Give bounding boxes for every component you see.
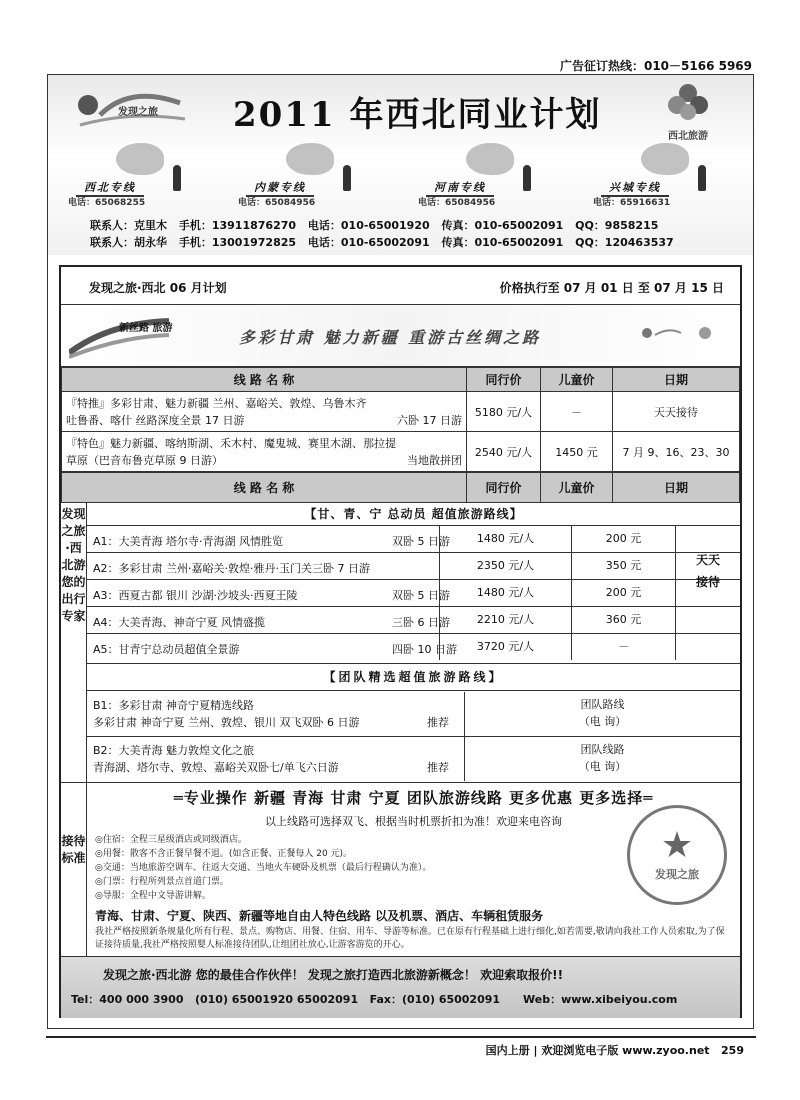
col-price: 同行价 — [467, 368, 541, 392]
daily-departure: 天天接待 — [695, 553, 720, 589]
ad-hotline: 广告征订热线：010－5166 5969 — [559, 59, 752, 73]
table-row — [87, 553, 740, 580]
table-row — [87, 580, 740, 607]
contact-qq: QQ：120463537 — [575, 236, 674, 249]
footer-tagline: 发现之旅·西北游 您的最佳合作伙伴！ 发现之旅打造西北旅游新概念！ 欢迎索取报价!! — [103, 968, 564, 982]
col-route-name: 线 路 名 称 — [62, 368, 467, 392]
route-price: 5180 元/人 — [467, 392, 541, 432]
route-date: 天天接待 — [613, 392, 740, 432]
table-row — [87, 692, 740, 737]
table-row — [62, 432, 740, 472]
map-icon — [641, 143, 689, 175]
page-footer-text: 国内上册 | 欢迎浏览电子版 www.zyoo.net 259 — [485, 1044, 744, 1057]
page-frame — [47, 74, 754, 1029]
contact-name: 联系人：克里木 — [90, 219, 167, 232]
standard-item: ◎住宿：全程三星级酒店或同级酒店。 — [95, 835, 247, 845]
map-icon — [116, 143, 164, 175]
table-row — [87, 737, 740, 782]
package-duration: 四卧 10 日游 — [392, 643, 457, 656]
banner-brand: 新丝路 旅游 — [119, 323, 173, 334]
route-name: 河南专线 — [426, 179, 494, 197]
plan-title: 发现之旅·西北 06 月计划 — [89, 281, 227, 295]
col-route-name: 线 路 名 称 — [62, 473, 467, 503]
route-tel: 电话：65084956 — [418, 198, 496, 208]
service-heading: 青海、甘肃、宁夏、陕西、新疆等地自由人特色线路 以及机票、酒店、车辆租赁服务 — [95, 909, 544, 923]
map-icon — [466, 143, 514, 175]
plan-header — [61, 267, 740, 305]
contact-fax: 传真：010-65002091 — [441, 236, 564, 249]
page-title: 2011 年西北同业计划 — [233, 95, 602, 135]
col-child-price: 儿童价 — [541, 368, 613, 392]
plan-footer — [61, 956, 740, 1018]
logo-right-text: 西北旅游 — [668, 131, 708, 142]
stamp-text: 发现之旅 — [655, 868, 699, 881]
package-routes — [87, 502, 740, 782]
plan-validity: 价格执行至 07 月 01 日 至 07 月 15 日 — [499, 281, 724, 295]
swirl-logo-icon — [70, 85, 190, 133]
section-a-title: 【甘、青、宁 总动员 超值旅游路线】 — [87, 502, 740, 526]
route-line2-wrap — [66, 412, 462, 429]
package-duration: 三卧 6 日游 — [392, 616, 450, 629]
route-desc — [62, 392, 467, 432]
contact-name: 联系人：胡永华 — [90, 236, 167, 249]
recommend-tag: 推荐 — [427, 716, 449, 729]
package-name: A2：多彩甘肃 兰州·嘉峪关·敦煌·雅丹·玉门关三卧 7 日游 — [93, 562, 370, 575]
contact-mobile: 手机：13911876270 — [178, 219, 297, 232]
route-inner-mongolia — [228, 143, 398, 213]
contact-phone: 电话：010-65002091 — [307, 236, 430, 249]
package-child-price: 200 元 — [571, 580, 676, 606]
logo-right — [648, 81, 728, 142]
company-stamp — [627, 805, 727, 905]
package-price: 1480 元/人 — [439, 526, 571, 552]
package-price: 2350 元/人 — [439, 553, 571, 579]
group-inquiry: （电 询） — [578, 760, 627, 773]
contacts — [90, 217, 682, 251]
table-row — [87, 634, 740, 661]
top-banner — [48, 75, 753, 255]
contact-qq: QQ：9858215 — [575, 219, 659, 232]
person-icon — [523, 165, 531, 191]
package-child-price: 200 元 — [571, 526, 676, 552]
package-child-price: － — [571, 634, 676, 660]
package-price: 3720 元/人 — [439, 634, 571, 660]
logo-left-text: 发现之旅 — [118, 107, 158, 118]
route-date: 7 月 9、16、23、30 — [613, 432, 740, 472]
service-paragraph: 我社严格按照新条规量化所有行程、景点、购物店、用餐、住宿、用车、导游等标准。已在原有行程基础上进行细化,如若需要,敬请向我社工作人员索取,为了保证接待质量,我社严格按照婴人标准接待团队,让组团社放心,让游客游览的开心。 — [95, 927, 725, 950]
group-desc — [93, 742, 463, 776]
contact-mobile: 手机：13001972825 — [178, 236, 297, 249]
package-child-price: 360 元 — [571, 607, 676, 633]
mini-logos — [639, 325, 719, 343]
route-line1: 『特推』多彩甘肃、魅力新疆 兰州、嘉峪关、敦煌、乌鲁木齐 — [66, 396, 367, 410]
package-duration: 双卧 5 日游 — [392, 535, 450, 548]
star-icon: ★ — [660, 825, 694, 866]
package-name: A1：大美青海 塔尔寺·青海湖 风情胜览 — [93, 535, 284, 548]
table-row — [62, 392, 740, 432]
group-price — [464, 737, 740, 781]
package-name: A4：大美青海、神奇宁夏 风情盛揽 — [93, 616, 266, 629]
col-child-price: 儿童价 — [541, 473, 613, 503]
route-henan — [408, 143, 578, 213]
contact-phone: 电话：010-65001920 — [307, 219, 430, 232]
route-northwest — [58, 143, 228, 213]
map-icon — [286, 143, 334, 175]
route-duration: 六卧 17 日游 — [397, 413, 462, 427]
standard-item: ◎门票：行程所列景点首道门票。 — [95, 877, 229, 887]
group-inquiry: （电 询） — [578, 715, 627, 728]
contact-row — [90, 234, 682, 251]
route-xingcheng — [583, 143, 753, 213]
route-line2: 草原（巴音布鲁克草原 9 日游） — [66, 453, 223, 467]
route-tel: 电话：65916631 — [593, 198, 671, 208]
side-label-expert: 发现之旅·西北游您的出行专家 — [61, 502, 87, 782]
route-line2: 吐鲁番、喀什 丝路深度全景 17 日游 — [66, 413, 245, 427]
route-child-price: 1450 元 — [541, 432, 613, 472]
route-lines — [48, 143, 753, 213]
person-icon — [173, 165, 181, 191]
package-duration: 双卧 5 日游 — [392, 589, 450, 602]
route-desc — [62, 432, 467, 472]
person-icon — [698, 165, 706, 191]
route-name: 兴城专线 — [601, 179, 669, 197]
group-type: 团队线路 — [580, 743, 625, 756]
booking-note: 以上线路可选择双飞、根据当时机票折扣为准！欢迎来电咨询 — [265, 815, 562, 828]
package-name: A3：西夏古都 银川 沙湖·沙坡头·西夏王陵 — [93, 589, 298, 602]
group-price — [464, 692, 740, 736]
mini-logo-icon — [639, 325, 719, 341]
package-child-price: 350 元 — [571, 553, 676, 579]
recommend-tag: 推荐 — [427, 761, 449, 774]
group-line1: B1：多彩甘肃 神奇宁夏精选线路 — [93, 699, 255, 712]
footer-contact: Tel：400 000 3900 (010) 65001920 65002091 Fax：(010) 65002091 Web：www.xibeiyou.com — [71, 993, 678, 1006]
contact-row — [90, 217, 682, 234]
silk-road-banner — [61, 305, 740, 367]
route-line1: 『特色』魅力新疆、喀纳斯湖、禾木村、魔鬼城、赛里木湖、那拉提 — [66, 436, 396, 450]
group-line1: B2：大美青海 魅力敦煌文化之旅 — [93, 744, 255, 757]
col-date: 日期 — [613, 473, 740, 503]
side-label-standards: 接待标准 — [61, 782, 87, 1016]
route-tel: 电话：65068255 — [68, 198, 146, 208]
routes-header-table — [61, 472, 740, 503]
standard-item: ◎用餐：散客不含正餐早餐不退。(如含正餐、正餐每人 20 元)。 — [95, 849, 353, 859]
col-price: 同行价 — [467, 473, 541, 503]
group-desc — [93, 697, 463, 731]
section-b-title: 【团队精选超值旅游路线】 — [87, 663, 740, 691]
group-type: 团队路线 — [580, 698, 625, 711]
logo-left — [70, 85, 190, 133]
package-price: 1480 元/人 — [439, 580, 571, 606]
table-row — [87, 607, 740, 634]
route-child-price: － — [541, 392, 613, 432]
route-line2-wrap — [66, 452, 462, 469]
route-duration: 当地散拼团 — [407, 453, 462, 467]
route-name: 西北专线 — [76, 179, 144, 197]
group-line2: 多彩甘肃 神奇宁夏 兰州、敦煌、银川 双飞双卧 6 日游 — [93, 716, 360, 729]
package-price: 2210 元/人 — [439, 607, 571, 633]
flower-logo-icon — [663, 81, 713, 121]
table-header-row — [62, 473, 740, 503]
plan-box — [59, 265, 742, 1018]
package-name: A5：甘青宁总动员超值全景游 — [93, 643, 240, 656]
standard-item: ◎交通：当地旅游空调车、往返大交通、当地火车硬卧及机票（最后行程确认为准）。 — [95, 863, 432, 873]
route-name: 内蒙专线 — [246, 179, 314, 197]
banner-slogan: 多彩甘肃 魅力新疆 重游古丝绸之路 — [239, 328, 542, 347]
route-price: 2540 元/人 — [467, 432, 541, 472]
service-slogan: ═专业操作 新疆 青海 甘肃 宁夏 团队旅游线路 更多优惠 更多选择═ — [173, 789, 654, 807]
table-row — [87, 526, 740, 553]
route-tel: 电话：65084956 — [238, 198, 316, 208]
divider — [46, 1036, 756, 1038]
col-date: 日期 — [613, 368, 740, 392]
person-icon — [343, 165, 351, 191]
standard-item: ◎导服：全程中文导游讲解。 — [95, 891, 211, 901]
contact-fax: 传真：010-65002091 — [441, 219, 564, 232]
table-header-row — [62, 368, 740, 392]
featured-routes-table — [61, 367, 740, 472]
group-line2: 青海湖、塔尔寺、敦煌、嘉峪关双卧七/单飞六日游 — [93, 761, 339, 774]
